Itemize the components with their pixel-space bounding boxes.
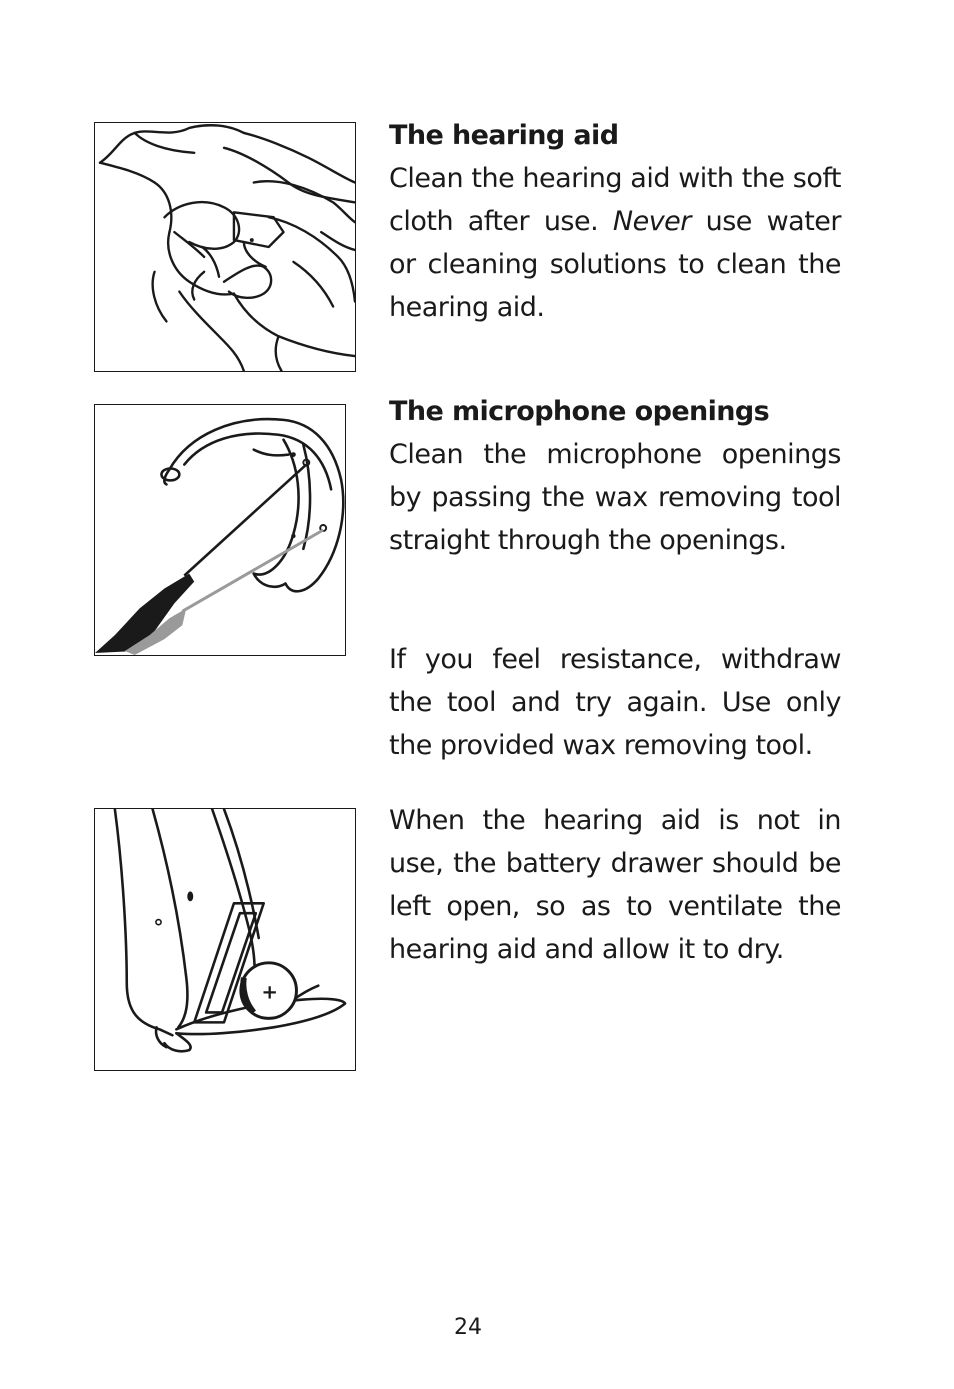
microphone-openings-section: [389, 390, 841, 562]
resistance-instructions: If you feel resistance, withdraw the tool and try again. Use only the provided wax removing tool.: [389, 644, 841, 761]
battery-drawer-section: [389, 799, 841, 971]
microphone-cleaning-instructions: Clean the microphone openings by passing the wax removing tool straight through the openings.: [389, 439, 841, 556]
battery-drawer-instructions: When the hearing aid is not in use, the battery drawer should be left open, so as to ventilate the hearing aid and allow it to dry.: [389, 805, 841, 965]
hearing-aid-text-part-1: Clean the hearing aid with the soft cloth after use.: [389, 163, 841, 237]
hearing-aid-text-part-2: use water or cleaning solutions to clean the hearing aid.: [389, 206, 841, 323]
never-emphasis: Never: [612, 206, 691, 237]
wax-tool-drawing: [95, 405, 345, 655]
battery-drawer-illustration: [94, 808, 356, 1071]
hearing-aid-section: [389, 114, 841, 329]
open-battery-drawer-drawing: [95, 809, 355, 1070]
section-heading-microphone-openings: The microphone openings: [389, 396, 770, 427]
battery-plus-symbol: +: [261, 980, 278, 1004]
microphone-cleaning-illustration: [94, 404, 346, 656]
hands-with-cloth-drawing: [95, 123, 355, 371]
page-number: 24: [454, 1315, 482, 1340]
hearing-aid-instructions: [389, 157, 841, 329]
section-heading-hearing-aid: The hearing aid: [389, 120, 619, 151]
cleaning-hearing-aid-illustration: [94, 122, 356, 372]
resistance-section: [389, 638, 841, 767]
